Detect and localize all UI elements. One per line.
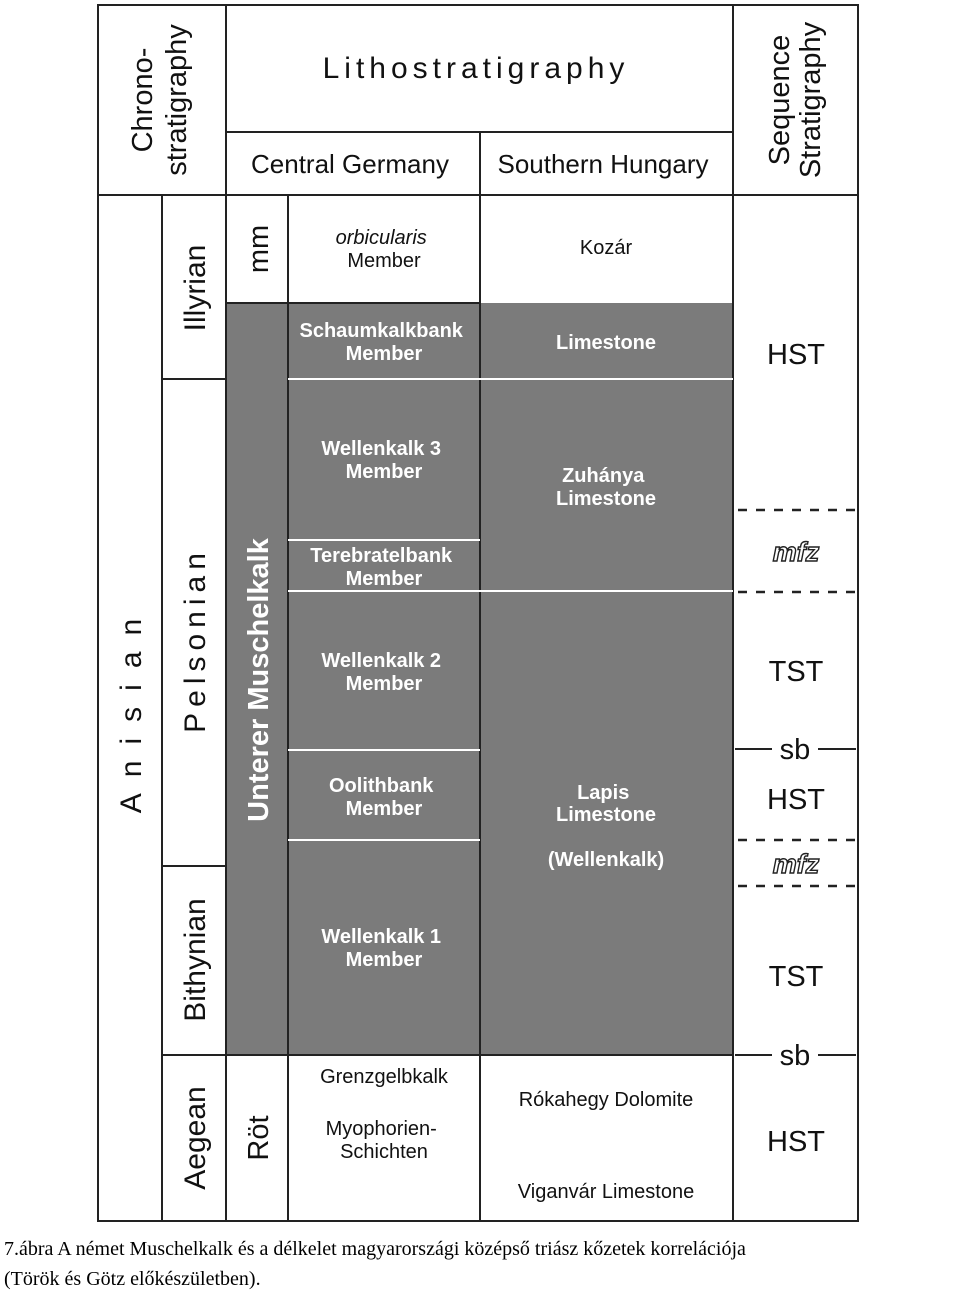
substage-illyrian: Illyrian [179, 244, 212, 332]
unit-terebratelbank: Terebratelbank Member [310, 545, 453, 590]
group-unterer-muschelkalk: Unterer Muschelkalk [243, 538, 275, 822]
unit-zuhanya-limestone: Zuhánya Limestone [555, 465, 657, 510]
group-mm: mm [243, 224, 275, 274]
sequence-header-line2: Stratigraphy [795, 21, 827, 179]
chrono-header-line1: Chrono- [127, 47, 159, 153]
figure-caption [4, 1234, 956, 1294]
seq-hst-3: HST [767, 1126, 825, 1158]
caption-line-1: 7.ábra A német Muschelkalk és a délkelet magyarországi középső triász kőzetek korrelációja [4, 1238, 746, 1260]
unit-oolithbank: Oolithbank Member [328, 775, 434, 820]
southern-hungary-header: Southern Hungary [497, 149, 709, 179]
seq-tst-1: TST [768, 656, 824, 688]
stage-anisian: Anisian [115, 602, 148, 814]
seq-hst-1: HST [767, 339, 825, 371]
seq-tst-2: TST [768, 961, 824, 993]
sequence-header-line1: Sequence [764, 34, 796, 166]
seq-sb-2: sb [779, 1040, 811, 1072]
unit-wellenkalk-3: Wellenkalk 3 Member [321, 438, 442, 483]
unit-myophorien-schichten: Myophorien- Schichten [325, 1118, 437, 1163]
unit-schaumkalkbank: Schaumkalkbank Member [299, 320, 463, 365]
litho-header: Lithostratigraphy [322, 52, 630, 85]
seq-hst-2: HST [767, 784, 825, 816]
seq-mfz-2: mfz [772, 849, 820, 879]
unit-wellenkalk-2: Wellenkalk 2 Member [321, 650, 442, 695]
seq-mfz-1: mfz [772, 537, 820, 567]
unit-lapis-limestone: Lapis Limestone [555, 782, 657, 826]
unit-kozar: Kozár [579, 237, 633, 259]
substage-aegean: Aegean [179, 1086, 212, 1190]
group-rot: Röt [243, 1115, 275, 1161]
seq-sb-1: sb [779, 734, 811, 766]
unit-rokahegy-dolomite: Rókahegy Dolomite [518, 1089, 694, 1111]
unit-orbicularis: orbicularis Member [335, 227, 427, 272]
central-germany-header: Central Germany [251, 149, 449, 179]
unit-wellenkalk-1: Wellenkalk 1 Member [321, 926, 442, 971]
unit-viganvar-limestone: Viganvár Limestone [517, 1181, 695, 1203]
chrono-header-line2: stratigraphy [161, 24, 193, 176]
caption-line-2: (Török és Götz előkészületben). [4, 1268, 261, 1290]
substage-bithynian: Bithynian [179, 898, 212, 1022]
unit-kozar-limestone: Limestone [555, 332, 657, 354]
unit-grenzgelbkalk: Grenzgelbkalk [320, 1066, 448, 1088]
unit-wellenkalk-equivalent: (Wellenkalk) [547, 849, 665, 871]
substage-pelsonian: Pelsonian [179, 547, 212, 733]
